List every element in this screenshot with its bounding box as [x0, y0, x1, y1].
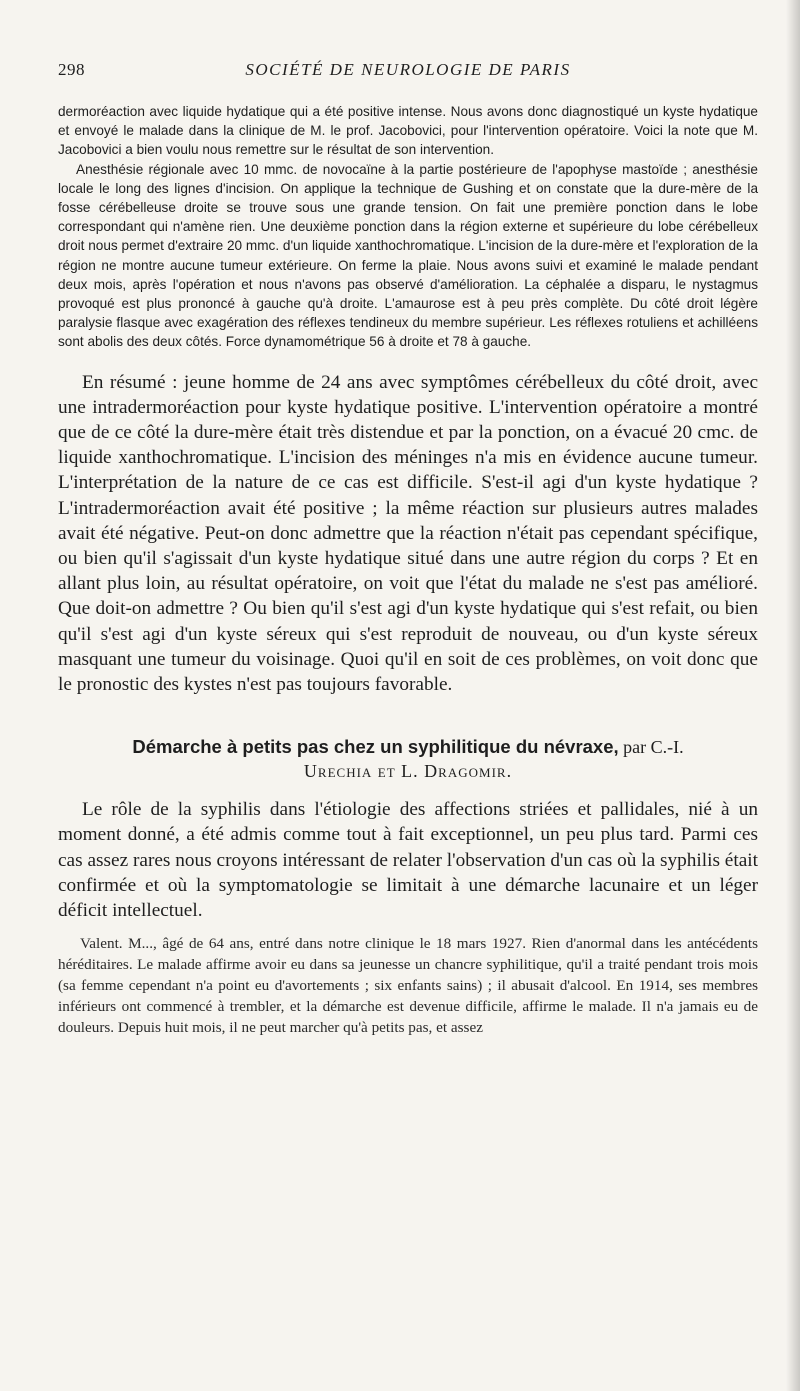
page-edge-shadow	[786, 0, 800, 1391]
byline-par: par	[623, 737, 647, 758]
paragraph: Anesthésie régionale avec 10 mmc. de novocaïne à la partie postérieure de l'apophyse mastoïde ; anesthésie locale le long des lignes d'incision. On applique la technique de Gushing et on constate que la dure-mère de la fosse cérébelleuse droite se trouve sous une grande tension. On fait une première ponction dans le lobe correspondant qui n'amène rien. Une deuxième ponction dans la région externe et supérieure du lobe cérébelleux droit nous permet d'extraire 20 mmc. d'un liquide xanthochromatique. L'incision de la dure-mère et l'exploration de la région ne montre aucune tumeur extérieure. On ferme la plaie. Nous avons suivi et examiné le malade pendant deux mois, après l'opération et nous n'avons pas observé d'amélioration. La céphalée a disparu, le nystagmus provoqué est plus prononcé à gauche qu'à droite. L'amaurose est à peu près complète. Du côté droit légère paralysie flasque avec exagération des réflexes tendineux du membre supérieur. Les réflexes rotuliens et achilléens sont abolis des deux côtés. Force dynamométrique 56 à droite et 78 à gauche.	[58, 161, 758, 350]
article-title: Démarche à petits pas chez un syphilitique du névraxe,	[132, 736, 619, 758]
page-number: 298	[58, 60, 85, 79]
author-initials: C.-I.	[650, 737, 684, 758]
paragraph: dermoréaction avec liquide hydatique qui a été positive intense. Nous avons donc diagnostiqué un kyste hydatique et envoyé le malade dans la clinique de M. le prof. Jacobovici, pour l'intervention opératoire. Voici la note que M. Jacobovici a bien voulu nous remettre sur le résultat de son intervention.	[58, 104, 758, 158]
page-header	[58, 60, 758, 90]
running-title: SOCIÉTÉ DE NEUROLOGIE DE PARIS	[245, 60, 571, 79]
article-authors: Urechia et L. Dragomir.	[303, 761, 513, 782]
operation-report	[58, 102, 758, 352]
article-heading	[58, 735, 758, 783]
article-intro	[58, 797, 758, 923]
summary-section	[58, 370, 758, 698]
paragraph: Valent. M..., âgé de 64 ans, entré dans notre clinique le 18 mars 1927. Rien d'anormal dans les antécédents héréditaires. Le malade affirme avoir eu dans sa jeunesse un chancre syphilitique, qu'il a traité pendant trois mois (sa femme cependant n'a point eu d'avortements ; six enfants sains) ; il abusait d'alcool. En 1914, ses membres inférieurs ont commencé à trembler, et la démarche est devenue difficile, affirme le malade. Il n'a jamais eu de douleurs. Depuis huit mois, il ne peut marcher qu'à petits pas, et assez	[58, 935, 758, 1037]
paragraph: En résumé : jeune homme de 24 ans avec symptômes cérébelleux du côté droit, avec une intradermoréaction pour kyste hydatique positive. L'intervention opératoire a montré que de ce côté la dure-mère était très distendue et par la ponction, on a évacué 20 cmc. de liquide xanthochromatique. L'incision des méninges n'a mis en évidence aucune tumeur. L'interprétation de la nature de ce cas est difficile. S'est-il agi d'un kyste hydatique ? L'intradermoréaction avait été positive ; la même réaction sur plusieurs autres malades avait été négative. Peut-on donc admettre que la réaction n'était pas cependant spécifique, ou bien qu'il s'agissait d'un kyste hydatique situé dans une autre région du corps ? Et en allant plus loin, au résultat opératoire, on voit que l'état du malade ne s'est pas amélioré. Que doit-on admettre ? Ou bien qu'il s'est agi d'un kyste hydatique qui s'est refait, ou bien qu'il s'est agi d'un kyste séreux qui s'est reproduit de nouveau, ou d'un kyste séreux masquant une tumeur du voisinage. Quoi qu'il en soit de ces problèmes, on voit donc que le pronostic des kystes n'est pas toujours favorable.	[58, 371, 758, 696]
paragraph: Le rôle de la syphilis dans l'étiologie des affections striées et pallidales, nié à un moment donné, a été admis comme tout à fait exceptionnel, un peu plus tard. Parmi ces cas assez rares nous croyons intéressant de relater l'observation d'un cas où la syphilis était confirmée et où la symptomatologie se limitait à une démarche lacunaire et un léger déficit intellectuel.	[58, 799, 758, 922]
case-report	[58, 933, 758, 1038]
page	[58, 60, 758, 1038]
